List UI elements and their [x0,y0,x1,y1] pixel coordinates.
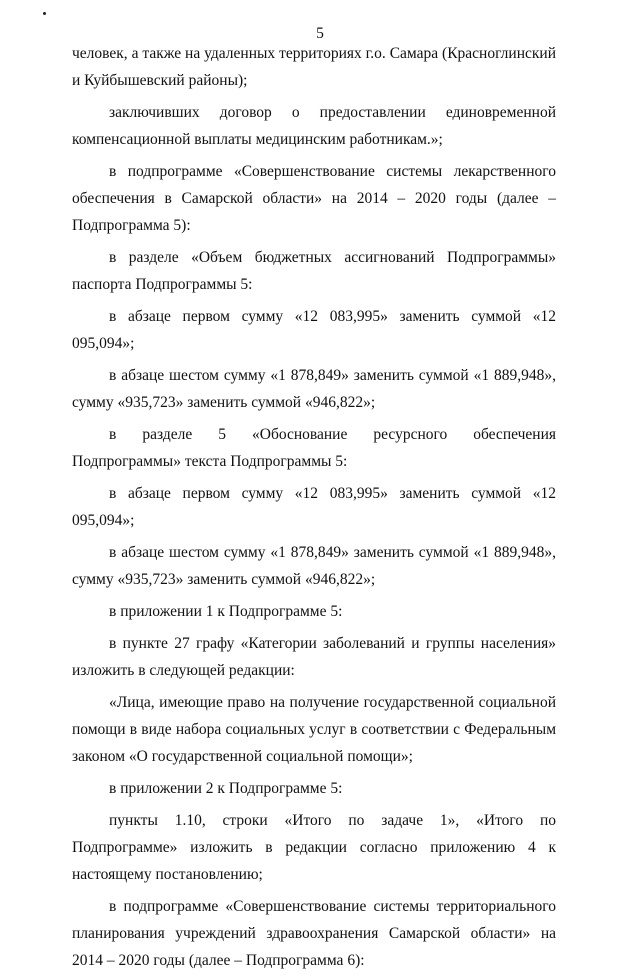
paragraph-1: человек, а также на удаленных территориях г.о. Самара (Красноглинский и Куйбышевский районы); [72,45,556,89]
paragraph-15: в подпрограмме «Совершенствование системы территориального планирования учреждений здравоохранения Самарской области» на 2014 – 2020 годы (далее – Подпрограмма 6): [72,898,556,969]
paragraph-8: в абзаце первом сумму «12 083,995» заменить суммой «12 095,094»; [72,485,556,529]
paragraph-12: «Лица, имеющие право на получение государственной социальной помощи в виде набора социальных услуг в соответствии с Федеральным законом «О государственной социальной помощи»; [72,694,556,765]
document-body [72,40,556,979]
paragraph-10: в приложении 1 к Подпрограмме 5: [109,603,343,620]
paragraph-6: в абзаце шестом сумму «1 878,849» заменить суммой «1 889,948», сумму «935,723» заменить суммой «946,822»; [72,367,556,411]
paragraph-2: заключивших договор о предоставлении единовременной компенсационной выплаты медицинским работникам.»; [72,104,556,148]
paragraph-3: в подпрограмме «Совершенствование системы лекарственного обеспечения в Самарской области» на 2014 – 2020 годы (далее – Подпрограмма 5): [72,163,556,234]
paragraph-11: в пункте 27 графу «Категории заболеваний и группы населения» изложить в следующей редакции: [72,635,556,679]
scan-speck [43,12,46,15]
paragraph-4: в разделе «Объем бюджетных ассигнований Подпрограммы» паспорта Подпрограммы 5: [72,249,556,293]
paragraph-7: в разделе 5 «Обоснование ресурсного обеспечения Подпрограммы» текста Подпрограммы 5: [72,426,556,470]
paragraph-5: в абзаце первом сумму «12 083,995» заменить суммой «12 095,094»; [72,308,556,352]
paragraph-13: в приложении 2 к Подпрограмме 5: [109,780,343,797]
paragraph-9: в абзаце шестом сумму «1 878,849» заменить суммой «1 889,948», сумму «935,723» заменить суммой «946,822»; [72,544,556,588]
page-number: 5 [316,25,324,42]
paragraph-14: пункты 1.10, строки «Итого по задаче 1», «Итого по Подпрограмме» изложить в редакции согласно приложению 4 к настоящему постановлению; [72,812,556,883]
